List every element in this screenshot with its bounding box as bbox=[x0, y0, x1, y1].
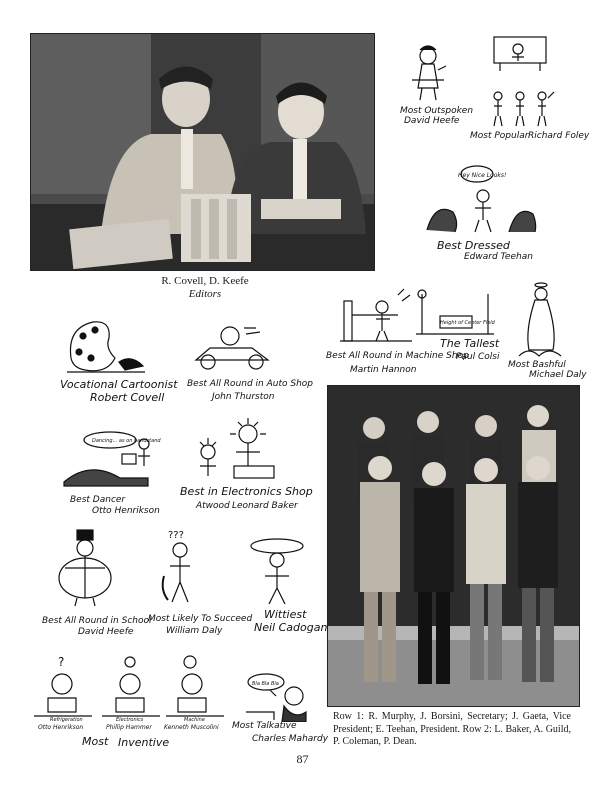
most-bashful-name: Michael Daly bbox=[529, 370, 587, 380]
best-dancer-bubble: Dancing... as on bandstand bbox=[92, 438, 161, 444]
inventive-name-1: Otto Henrikson bbox=[38, 724, 84, 731]
svg-text:???: ??? bbox=[168, 530, 184, 541]
likely-succeed-title: Most Likely To Succeed bbox=[148, 614, 253, 624]
electronics-shop-cartoon bbox=[190, 416, 282, 482]
most-bashful-cartoon bbox=[515, 280, 565, 360]
auto-shop-title: Best All Round in Auto Shop bbox=[187, 379, 314, 389]
all-round-school-cartoon bbox=[55, 528, 115, 608]
machine-shop-title: Best All Round in Machine Shop bbox=[326, 351, 469, 361]
inventive-cartoon bbox=[32, 654, 227, 724]
officers-group-illustration bbox=[328, 386, 579, 706]
cartoonist-name: Robert Covell bbox=[90, 391, 165, 404]
page-number: 87 bbox=[296, 752, 309, 766]
most-popular-title: Most Popular bbox=[470, 131, 529, 141]
tallest-cartoon bbox=[414, 288, 496, 338]
likely-succeed-cartoon bbox=[158, 528, 202, 610]
best-dancer-name: Otto Henrikson bbox=[92, 506, 160, 516]
inventive-label-3: Machine bbox=[184, 717, 205, 723]
most-popular-sign-cartoon bbox=[490, 33, 550, 73]
machine-shop-cartoon bbox=[338, 285, 414, 345]
inventive-label-2: Electronics bbox=[116, 717, 144, 723]
editors-caption bbox=[150, 275, 260, 301]
group-caption: Row 1: R. Murphy, J. Borsini, Secretary; J. Gaeta, Vice President; E. Teehan, President. Row 2: L. Baker, A. Guild, P. Coleman, P. Dean. bbox=[333, 711, 571, 747]
editors-photo-illustration bbox=[31, 34, 374, 270]
best-dancer-title: Best Dancer bbox=[70, 495, 126, 505]
most-bashful-title: Most Bashful bbox=[508, 360, 566, 370]
wittiest-cartoon bbox=[247, 536, 307, 606]
editors-photo bbox=[30, 33, 375, 271]
cartoonist-palette-cartoon bbox=[65, 318, 147, 376]
most-popular-soldiers-cartoon bbox=[486, 88, 556, 128]
electronics-title: Best in Electronics Shop bbox=[180, 485, 313, 498]
wittiest-title: Wittiest bbox=[264, 608, 307, 621]
inventive-name-3: Kenneth Muscolini bbox=[164, 724, 219, 731]
most-popular-name: Richard Foley bbox=[528, 131, 590, 141]
auto-shop-cartoon bbox=[190, 322, 274, 374]
tallest-title: The Tallest bbox=[440, 337, 500, 350]
talkative-title: Most Talkative bbox=[232, 721, 297, 731]
most-outspoken-name: David Heefe bbox=[404, 116, 460, 126]
likely-succeed-name: William Daly bbox=[166, 626, 223, 636]
inventive-title-most: Most bbox=[82, 735, 109, 748]
tallest-name: Paul Colsi bbox=[456, 352, 500, 362]
most-outspoken-title: Most Outspoken bbox=[400, 106, 474, 116]
auto-shop-name: John Thurston bbox=[212, 392, 275, 402]
most-outspoken-cartoon bbox=[408, 40, 448, 104]
best-dressed-name: Edward Teehan bbox=[464, 252, 533, 262]
all-round-school-name: David Heefe bbox=[78, 627, 134, 637]
inventive-name-2: Phillip Hammer bbox=[106, 724, 152, 731]
inventive-title-inventive: Inventive bbox=[118, 736, 170, 749]
tallest-sign: Height of Center Field bbox=[440, 320, 495, 326]
talkative-name: Charles Mahardy bbox=[252, 734, 329, 744]
editors-names: R. Covell, D. Keefe bbox=[161, 275, 249, 287]
electronics-name2: Leonard Baker bbox=[232, 501, 298, 511]
cartoonist-title: Vocational Cartoonist bbox=[60, 378, 178, 391]
talkative-bubble: Bla Bla Bla bbox=[252, 681, 279, 687]
officers-group-photo bbox=[327, 385, 580, 707]
wittiest-name: Neil Cadogan bbox=[254, 621, 328, 634]
electronics-name1: Atwood bbox=[196, 501, 230, 511]
all-round-school-title: Best All Round in School bbox=[42, 616, 152, 626]
svg-text:?: ? bbox=[58, 655, 65, 669]
inventive-label-1: Refrigeration bbox=[50, 717, 83, 723]
editors-role: Editors bbox=[188, 288, 222, 300]
best-dressed-bubble: Hey Nice Looks! bbox=[458, 172, 507, 179]
machine-shop-name: Martin Hannon bbox=[350, 365, 417, 375]
best-dressed-title: Best Dressed bbox=[437, 239, 510, 252]
